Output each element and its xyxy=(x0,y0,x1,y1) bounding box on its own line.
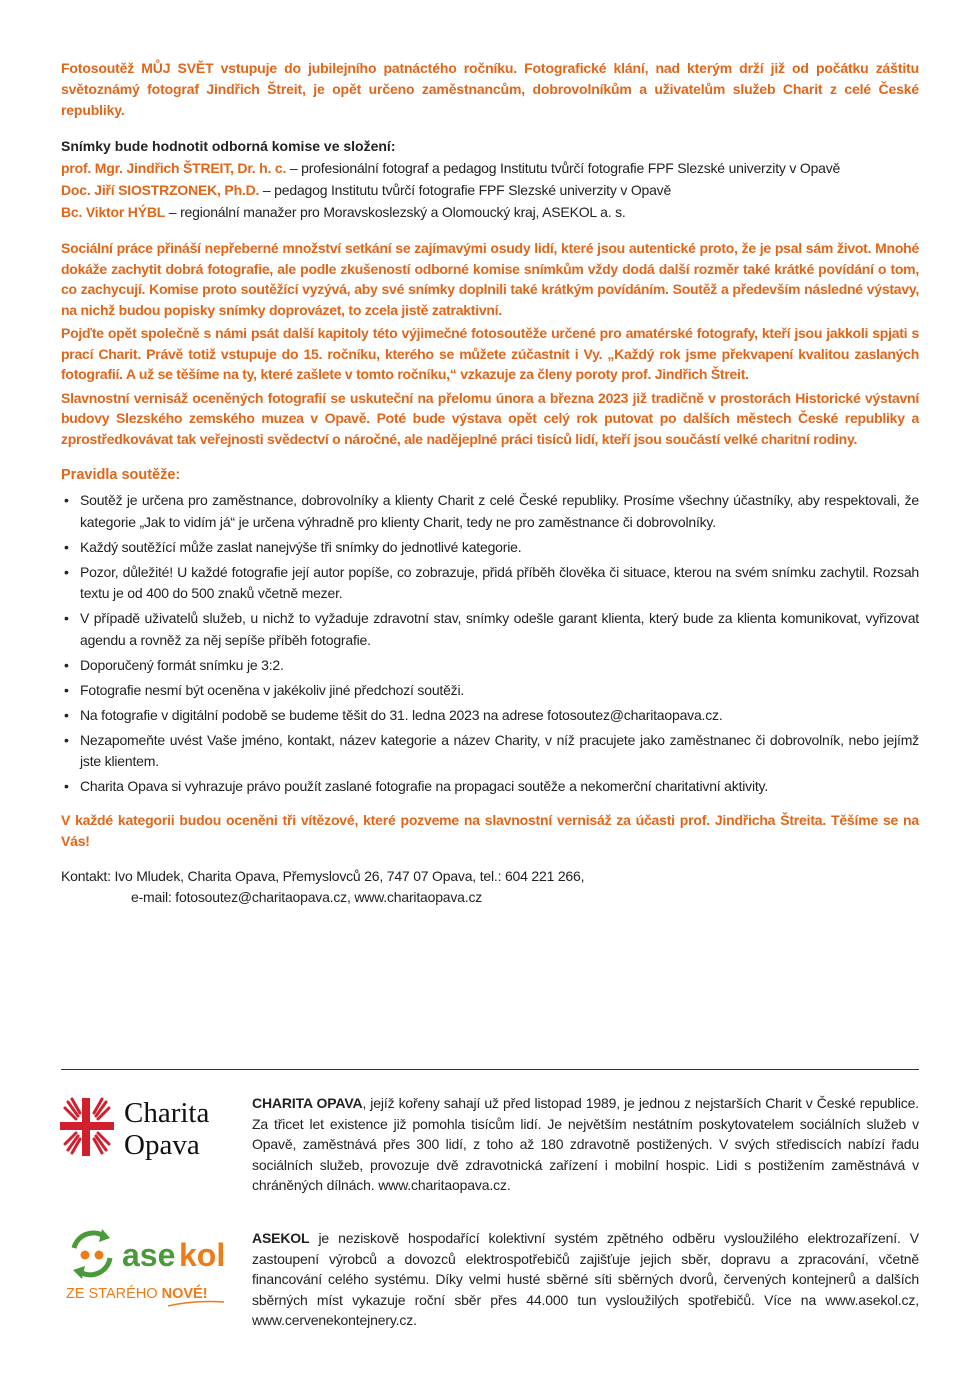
rule-item: • Nezapomeňte uvést Vaše jméno, kontakt, název kategorie a název Charity, v níž pracujete jako zaměstnanec či dobrovolník, nebo jejímž jste klientem. xyxy=(64,731,919,769)
closing-paragraph: V každé kategorii budou oceněni tři vítězové, které pozveme na slavnostní vernisáž za účasti prof. Jindřicha Štreita. Těšíme se na Vás! xyxy=(61,811,919,849)
charita-description: CHARITA OPAVA, jejíž kořeny sahají už před listopad 1989, je jednou z nejstarších Charit v České republice. Za třicet let existence již pomohla tisícům lidí. Je největším nestátním poskytovatelem sociálních služeb v Opavě, zaměstnává přes 300 lidí, z toho až 180 zdravotně postižených. V svých střediscích nabízí řadu sociálních služeb, provozuje dvě zdravotnická zařízení i mobilní hospic. Lidi s postižením zaměstnává v chráněných dílnách. www.charitaopava.cz. xyxy=(252,1095,920,1194)
rule-item: • Doporučený formát snímku je 3:2. xyxy=(61,655,919,677)
bullet-icon: • xyxy=(64,538,69,555)
contact-block xyxy=(61,866,919,909)
jury-member-desc: – regionální manažer pro Moravskoslezský a Olomoucký kraj, ASEKOL a. s. xyxy=(165,204,626,220)
asekol-logo xyxy=(64,1228,234,1310)
svg-text:ase: ase xyxy=(122,1237,176,1273)
jury-member-name: Doc. Jiří SIOSTRZONEK, Ph.D. xyxy=(61,182,260,198)
document-body xyxy=(61,58,919,909)
bullet-icon: • xyxy=(64,706,69,723)
asekol-description: ASEKOL je neziskově hospodařící kolektivní systém zpětného odběru vysloužilého elektrozařízení. V zastoupení výrobců a dovozců elektrospotřebičů zajišťuje jejich sběr, dopravu a zpracování, včetně financování celého systému. Díky velmi husté sběrné síti sběrných dvorů, červených kontejnerů a dalších sběrných míst vykazuje roční sběr přes 44.000 tun vysloužilých spotřebičů. Více na www.asekol.cz, www.cervenekontejnery.cz. xyxy=(252,1230,919,1329)
paragraph-invitation: Pojďte opět společně s námi psát další kapitoly této výjimečné fotosoutěže určené pro amatérské fotografy, kteří jsou jakkoli spjati s prací Charit. Právě totiž vstupuje do 15. ročníku, kterého se můžete zúčastnit i Vy. „Každý rok jsme překvapení kvalitou zaslaných fotografií. A už se těšíme na ty, které zašlete v tomto ročníku,“ vzkazuje za členy poroty prof. Jindřich Štreit. xyxy=(61,325,919,382)
rule-item: • Každý soutěžící může zaslat nanejvýše tři snímky do jednotlivé kategorie. xyxy=(61,537,919,559)
intro-paragraph: Fotosoutěž MŮJ SVĚT vstupuje do jubilejního patnáctého ročníku. Fotografické klání, nad kterým drží již od počátku záštitu světoznámý fotograf Jindřich Štreit, je opět určeno zaměstnancům, dobrovolníkům a uživatelům služeb Charit z celé České republiky. xyxy=(61,60,919,118)
bullet-icon: • xyxy=(64,681,69,698)
bullet-icon: • xyxy=(64,656,69,673)
jury-member xyxy=(61,158,919,179)
jury-title: Snímky bude hodnotit odborná komise ve složení: xyxy=(61,138,396,154)
paragraph-vernissage: Slavnostní vernisáž oceněných fotografií se uskuteční na přelomu února a března 2023 již tradičně v prostorách Historické výstavní budovy Slezského zemského muzea v Opavě. Poté bude výstava opět celý rok putovat po dalších městech České republiky a zprostředkovávat tak veřejnosti svědectví o náročné, ale nadějeplné práci tisíců lidí, kteří jsou součástí velké charitní rodiny. xyxy=(61,389,919,447)
charita-cross-icon xyxy=(60,1092,240,1162)
paragraph-social-work: Sociální práce přináší nepřeberné množství setkání se zajímavými osudy lidí, které jsou autentické proto, že je psal sám život. Mnohé dokáže zachytit dobrá fotografie, ale podle zkušeností odborné komise snímkům vždy dodá další rozměr také krátké povídání o tom, co zachycují. Komise proto soutěžící vyzývá, aby své snímky doplnili také krátkým povídáním. Soutěž a především následné výstavy, na nichž budou popisky snímky doprovázet, to zcela jistě zatraktivní. xyxy=(61,240,919,318)
contact-line: Kontakt: Ivo Mludek, Charita Opava, Přemyslovců 26, 747 07 Opava, tel.: 604 221 266, xyxy=(61,867,585,884)
svg-text:ZE STARÉHO NOVÉ!: ZE STARÉHO NOVÉ! xyxy=(66,1286,208,1302)
charita-opava-logo xyxy=(60,1092,240,1162)
rule-item: • V případě uživatelů služeb, u nichž to vyžaduje zdravotní stav, snímky odešle garant klienta, který bude za klienta komunikovat, vyřizovat agendu a rovněž za něj sepíše příběh fotografie. xyxy=(64,610,919,648)
bullet-icon: • xyxy=(64,778,69,794)
bullet-icon: • xyxy=(64,610,69,626)
charita-name: CHARITA OPAVA xyxy=(252,1095,363,1111)
jury-member xyxy=(61,202,919,223)
jury-member-desc: – profesionální fotograf a pedagog Institutu tvůrčí fotografie FPF Slezské univerzity v Opavě xyxy=(286,160,841,176)
bullet-icon: • xyxy=(64,492,69,508)
jury-member xyxy=(61,180,919,201)
bullet-icon: • xyxy=(64,731,69,748)
svg-text:Opava: Opava xyxy=(124,1129,200,1161)
jury-member-name: prof. Mgr. Jindřich ŠTREIT, Dr. h. c. xyxy=(61,160,287,176)
rule-item: • Pozor, důležité! U každé fotografie její autor popíše, co zobrazuje, přidá příběh člověka či situace, kterou na svém snímku zachytil. Rozsah textu je od 400 do 500 znaků včetně mezer. xyxy=(64,563,919,601)
rules-list xyxy=(61,490,919,798)
rule-item: • Soutěž je určena pro zaměstnance, dobrovolníky a klienty Charit z celé České republiky. Prosíme všechny účastníky, aby respektovali, že kategorie „Jak to vidím já“ je určena výhradně pro klienty Charit, tedy ne pro zaměstnance či dobrovolníky. xyxy=(64,492,919,530)
rule-item: • Na fotografie v digitální podobě se budeme těšit do 31. ledna 2023 na adrese fotosoutez@charitaopava.cz. xyxy=(61,705,919,727)
svg-text:kol: kol xyxy=(179,1237,226,1273)
jury-member-name: Bc. Viktor HÝBL xyxy=(61,204,166,220)
svg-text:Charita: Charita xyxy=(124,1097,210,1129)
asekol-recycle-icon xyxy=(64,1228,234,1310)
rule-item: • Fotografie nesmí být oceněna v jakékoliv jiné předchozí soutěži. xyxy=(61,680,919,702)
contact-email-line: e-mail: fotosoutez@charitaopava.cz, www.charitaopava.cz xyxy=(131,889,483,905)
rules-title: Pravidla soutěže: xyxy=(61,467,181,483)
asekol-name: ASEKOL xyxy=(252,1230,310,1246)
rule-item: • Charita Opava si vyhrazuje právo použít zaslané fotografie na propagaci soutěže a nekomerční charitativní aktivity. xyxy=(61,776,919,798)
bullet-icon: • xyxy=(64,563,69,580)
jury-member-desc: – pedagog Institutu tvůrčí fotografie FPF Slezské univerzity v Opavě xyxy=(259,182,672,198)
section-divider xyxy=(61,1069,919,1070)
